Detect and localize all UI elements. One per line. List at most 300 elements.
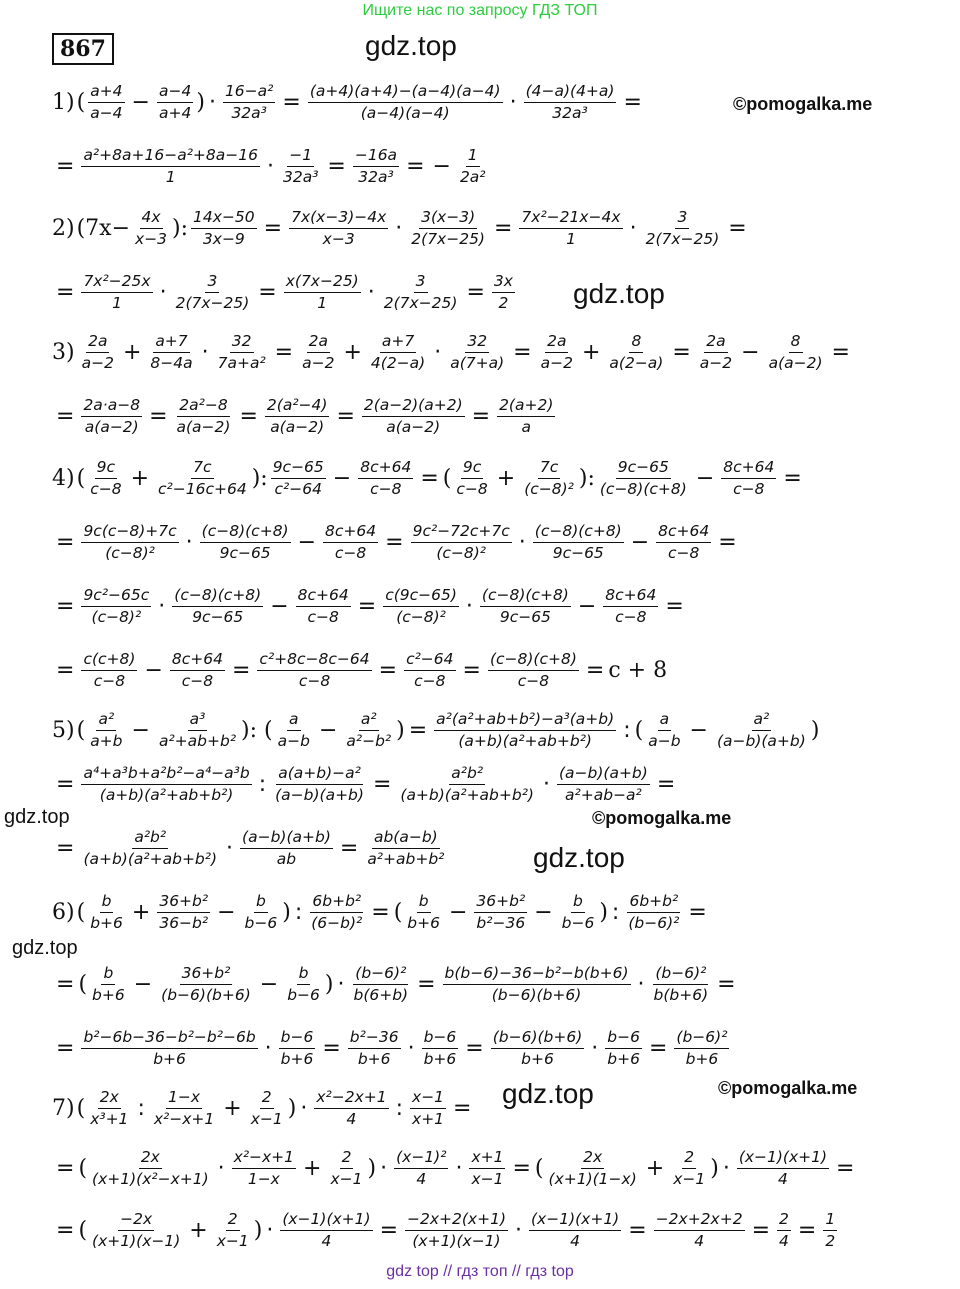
fraction-numerator: b (297, 964, 311, 985)
math-operator: · (591, 1035, 599, 1061)
math-operator: + (223, 1095, 242, 1121)
fraction-numerator: b (417, 892, 431, 913)
math-operator: : (258, 771, 267, 797)
fraction (362, 396, 465, 437)
fraction (88, 892, 125, 933)
fraction-denominator: c−8 (334, 543, 367, 562)
math-text: c + 8 (608, 657, 668, 683)
fraction (443, 964, 631, 1005)
fraction (133, 208, 169, 249)
fraction-denominator: b−6 (287, 985, 320, 1004)
math-operator: = (56, 593, 75, 619)
math-operator: = (420, 465, 439, 491)
fraction (240, 828, 333, 869)
problem-part-label: 1) (52, 89, 75, 115)
fraction-numerator: a²b² (449, 764, 485, 785)
fraction (671, 1148, 707, 1189)
math-operator: = (672, 339, 691, 365)
math-operator: · (367, 279, 375, 305)
fraction-numerator: 2 (260, 1088, 274, 1109)
fraction (715, 710, 808, 751)
fraction-denominator: c−8 (414, 671, 446, 690)
fraction-denominator: c−8 (370, 479, 402, 498)
pomogalka-credit: ©pomogalka.me (733, 94, 873, 114)
fraction-denominator: (b−6)(b+6) (161, 985, 251, 1004)
fraction-denominator: 1−x (247, 1169, 280, 1188)
gdz-watermark: gdz.top (365, 30, 457, 61)
math-operator: − (689, 717, 708, 743)
fraction-numerator: b (571, 892, 585, 913)
fraction (265, 396, 330, 437)
fraction-numerator: (x−1)(x+1) (529, 1210, 621, 1231)
fraction-denominator: 2(7x−25) (383, 293, 458, 312)
math-operator: = (56, 403, 75, 429)
fraction-numerator: a (658, 710, 672, 731)
fraction-denominator: 32a³ (358, 167, 394, 186)
fraction-numerator: 2x (98, 1088, 121, 1109)
math-text: ( (78, 971, 88, 997)
math-operator: − (630, 529, 650, 555)
math-operator: = (378, 657, 398, 683)
fraction (422, 1028, 459, 1069)
fraction-denominator: a²+ab+b² (367, 849, 445, 868)
fraction-numerator: b−6 (605, 1028, 642, 1049)
fraction-numerator: (x−1)(x+1) (280, 1210, 372, 1231)
fraction-denominator: a²−b² (346, 731, 392, 750)
math-operator: + (496, 465, 516, 491)
fraction-numerator: −2x+2(x+1) (405, 1210, 508, 1231)
fraction-denominator: 32a³ (552, 103, 588, 122)
math-operator: · (266, 1217, 274, 1243)
math-line (52, 1136, 858, 1200)
math-operator: · (380, 1155, 388, 1181)
gdz-watermark: gdz.top (4, 806, 70, 828)
math-operator: − (133, 971, 153, 997)
fraction-numerator: a⁴+a³b+a²b²−a⁴−a³b (81, 764, 251, 785)
fraction-numerator: (c−8)(c+8) (172, 586, 263, 607)
fraction-numerator: c(c+8) (81, 650, 137, 671)
math-text: ) (396, 717, 405, 743)
fraction-numerator: 2a (86, 332, 109, 353)
fraction-denominator: a(2−a) (609, 353, 664, 372)
fraction (81, 764, 251, 805)
fraction-denominator: 4 (321, 1231, 332, 1250)
math-operator: − (131, 717, 150, 743)
fraction-numerator: b−6 (279, 1028, 316, 1049)
fraction-numerator: a³ (188, 710, 208, 731)
fraction-denominator: c−8 (615, 607, 647, 626)
math-operator: = (417, 971, 436, 997)
fraction (276, 710, 312, 751)
fraction-numerator: 8c+64 (170, 650, 225, 671)
math-operator: + (645, 1155, 665, 1181)
fraction (344, 710, 393, 751)
fraction-numerator: ab(a−b) (372, 828, 440, 849)
fraction (249, 1088, 285, 1129)
fraction (353, 146, 399, 187)
fraction-denominator: x−1 (673, 1169, 706, 1188)
fraction-denominator: (x+1)(x−1) (412, 1231, 501, 1250)
fraction (644, 208, 722, 249)
pomogalka-credit: ©pomogalka.me (718, 1078, 858, 1098)
math-operator: · (542, 771, 550, 797)
math-line (52, 510, 741, 574)
fraction-denominator: b−6 (244, 913, 278, 932)
math-text: ) (287, 1095, 297, 1121)
fraction (365, 828, 446, 869)
fraction-numerator: 2x (139, 1148, 162, 1169)
math-line (52, 1016, 732, 1080)
fraction (469, 1148, 505, 1189)
math-operator: = (56, 153, 75, 179)
math-line (52, 638, 667, 702)
math-text: ( (76, 1095, 86, 1121)
fraction-numerator: 1 (823, 1210, 837, 1231)
fraction-denominator: a−2 (81, 353, 114, 372)
fraction-numerator: 7x(x−3)−4x (289, 208, 388, 229)
fraction-numerator: b (254, 892, 268, 913)
fraction-denominator: c−8 (298, 671, 331, 690)
fraction-numerator: 32 (465, 332, 489, 353)
fraction-denominator: a−2 (302, 353, 335, 372)
fraction (80, 332, 116, 373)
fraction-numerator: 14x−50 (191, 208, 257, 229)
math-operator: + (131, 899, 151, 925)
fraction (257, 650, 371, 691)
math-operator: = (453, 1095, 472, 1121)
fraction (232, 1148, 296, 1189)
fraction-denominator: a(a−2) (176, 417, 231, 436)
math-text: ): (172, 215, 189, 241)
fraction (767, 332, 825, 373)
fraction-numerator: 2 (777, 1210, 791, 1231)
math-operator: = (56, 1155, 75, 1181)
fraction-denominator: 4 (416, 1169, 427, 1188)
fraction-denominator: a²+ab+b² (158, 731, 237, 750)
math-operator: · (455, 1155, 463, 1181)
fraction-numerator: a² (96, 710, 116, 731)
fraction-numerator: c²−64 (404, 650, 455, 671)
fraction-numerator: 8c+64 (296, 586, 351, 607)
fraction (529, 1210, 621, 1251)
fraction-denominator: (x+1)(1−x) (548, 1169, 637, 1188)
math-line (52, 384, 558, 448)
fraction-denominator: 7a+a² (217, 353, 266, 372)
fraction (157, 892, 210, 933)
math-operator: − (741, 339, 760, 365)
math-line (52, 260, 518, 324)
problem-part-label: 3) (52, 339, 75, 365)
fraction-denominator: a(a−2) (386, 417, 441, 436)
fraction-numerator: c(9c−65) (383, 586, 459, 607)
math-text: ): (578, 465, 595, 491)
fraction (646, 710, 682, 751)
fraction-numerator: (c−8)(c+8) (488, 650, 579, 671)
math-operator: · (158, 593, 166, 619)
fraction (448, 332, 506, 373)
fraction (191, 208, 257, 249)
math-operator: + (343, 339, 362, 365)
math-operator: · (509, 89, 517, 115)
math-operator: − (144, 657, 163, 683)
math-operator: = (585, 657, 605, 683)
fraction (289, 208, 388, 249)
fraction-denominator: a−2 (699, 353, 733, 372)
fraction-numerator: 2 (226, 1210, 240, 1231)
fraction-numerator: b−6 (422, 1028, 459, 1049)
math-operator: · (518, 529, 526, 555)
fraction-denominator: a(a−2) (270, 417, 325, 436)
math-operator: = (339, 835, 359, 861)
math-text: ) (324, 971, 334, 997)
math-operator: : (137, 1095, 145, 1121)
gdz-watermark: gdz.top (502, 1078, 594, 1109)
fraction (411, 522, 512, 563)
fraction-denominator: 4 (694, 1231, 705, 1250)
fraction-numerator: a−4 (157, 82, 193, 103)
problem-number: 867 (52, 33, 114, 65)
math-operator: = (56, 529, 75, 555)
fraction-denominator: (c−8)² (91, 607, 142, 626)
math-operator: · (515, 1217, 522, 1243)
fraction (81, 146, 260, 187)
fraction (405, 892, 442, 933)
math-line (52, 70, 646, 134)
fraction-denominator: (a+b)(a²+ab+b²) (400, 785, 534, 804)
problem-part-label: 2) (52, 215, 75, 241)
fraction (159, 964, 253, 1005)
fraction-denominator: b−6 (561, 913, 595, 932)
fraction-denominator: a−4 (90, 103, 123, 122)
fraction-denominator: x³+1 (90, 1109, 129, 1128)
fraction (698, 332, 734, 373)
fraction (223, 82, 275, 123)
fraction (519, 208, 622, 249)
math-operator: = (371, 899, 390, 925)
fraction-denominator: b²−36 (476, 913, 526, 932)
fraction-denominator: a−b (648, 731, 681, 750)
fraction-numerator: (a−b)(a+b) (240, 828, 333, 849)
gdz-watermark: gdz.top (533, 842, 625, 873)
footer-links[interactable]: gdz top // гдз топ // гдз top (386, 1263, 574, 1280)
gdz-watermark: gdz.top (573, 278, 665, 309)
math-line (52, 816, 449, 880)
fraction-denominator: a(a−2) (768, 353, 823, 372)
math-line (52, 880, 711, 944)
fraction-numerator: (b−6)² (653, 964, 708, 985)
math-operator: · (434, 339, 442, 365)
fraction-denominator: 4 (779, 1231, 789, 1250)
fraction-denominator: a(7+a) (450, 353, 505, 372)
math-operator: · (185, 529, 193, 555)
fraction (81, 828, 219, 869)
fraction (271, 458, 326, 499)
fraction-numerator: a² (752, 710, 772, 731)
fraction (243, 892, 280, 933)
fraction (474, 892, 527, 933)
fraction-numerator: 16−a² (223, 82, 275, 103)
fraction (280, 1210, 372, 1251)
fraction (314, 1088, 388, 1129)
fraction-denominator: x²−x+1 (153, 1109, 215, 1128)
fraction (522, 458, 576, 499)
gdz-watermark: gdz.top (12, 937, 78, 959)
fraction-numerator: 2a (704, 332, 727, 353)
math-line (52, 446, 806, 510)
fraction-denominator: 32a³ (282, 167, 319, 186)
problem-part-label: 6) (52, 899, 75, 925)
fraction-numerator: x−1 (410, 1088, 446, 1109)
fraction-numerator: 3(x−3) (419, 208, 477, 229)
fraction (88, 458, 123, 499)
math-text: ) (253, 1217, 263, 1243)
fraction (405, 1210, 508, 1251)
math-operator: · (264, 1035, 272, 1061)
math-line (52, 752, 679, 816)
math-text: ) (282, 899, 291, 925)
fraction-numerator: 3 (205, 272, 219, 293)
fraction-denominator: c²−64 (274, 479, 322, 498)
math-operator: = (688, 899, 707, 925)
fraction (458, 146, 488, 187)
math-text: ( (76, 717, 86, 743)
fraction-numerator: (c−8)(c+8) (480, 586, 571, 607)
fraction-denominator: (b−6)² (628, 913, 680, 932)
math-operator: = (385, 529, 404, 555)
math-operator: = (408, 717, 428, 743)
fraction-numerator: (b−6)(b+6) (491, 1028, 585, 1049)
header-search-hint[interactable]: Ищите нас по запросу ГДЗ ТОП (362, 2, 598, 19)
fraction-numerator: 6b+b² (310, 892, 363, 913)
fraction-numerator: 7x²−21x−4x (519, 208, 622, 229)
math-operator: = (797, 1217, 817, 1243)
fraction (557, 764, 650, 805)
math-operator: · (201, 339, 209, 365)
math-operator: · (159, 279, 167, 305)
fraction-numerator: 7c (538, 458, 560, 479)
math-text: ) (810, 717, 820, 743)
fraction (90, 1210, 182, 1251)
math-line (52, 952, 740, 1016)
math-operator: = (56, 971, 75, 997)
fraction (157, 710, 238, 751)
fraction-numerator: b(b−6)−36−b²−b(b+6) (443, 964, 631, 985)
fraction-denominator: 9c−65 (219, 543, 271, 562)
fraction-denominator: x−1 (471, 1169, 504, 1188)
math-operator: − (217, 899, 236, 925)
fraction (497, 396, 555, 437)
fraction-denominator: (a+b)(a²+ab+b²) (83, 849, 218, 868)
fraction-denominator: c−8 (668, 543, 700, 562)
fraction-denominator: (x+1)(x−1) (92, 1231, 181, 1250)
fraction-denominator: b+6 (357, 1049, 391, 1068)
fraction (81, 586, 151, 627)
fraction (156, 458, 249, 499)
fraction-denominator: (b−6)(b+6) (491, 985, 582, 1004)
math-text: ( (78, 1217, 88, 1243)
fraction-denominator: 2 (498, 293, 509, 312)
fraction-denominator: c−8 (517, 671, 550, 690)
fraction-numerator: 8c+64 (603, 586, 658, 607)
fraction (216, 332, 268, 373)
fraction (547, 1148, 639, 1189)
math-line (52, 1198, 840, 1262)
math-text: ): ( (241, 717, 273, 743)
fraction-numerator: 36+b² (180, 964, 233, 985)
fraction-numerator: 9c²−65c (81, 586, 151, 607)
fraction-denominator: c−8 (307, 607, 339, 626)
fraction (383, 586, 459, 627)
fraction-denominator: b(b+6) (653, 985, 709, 1004)
fraction-denominator: 8−4a (150, 353, 193, 372)
fraction-numerator: 8 (629, 332, 643, 353)
fraction-denominator: (a−4)(a−4) (360, 103, 450, 122)
fraction-denominator: 4 (777, 1169, 788, 1188)
fraction-denominator: c²−16c+64 (158, 479, 247, 498)
fraction (721, 458, 776, 499)
math-operator: · (266, 153, 274, 179)
fraction-numerator: 8c+64 (323, 522, 378, 543)
math-operator: − (695, 465, 715, 491)
fraction-numerator: 2a²−8 (177, 396, 229, 417)
fraction-denominator: (c−8)² (396, 607, 446, 626)
fraction (172, 586, 263, 627)
math-operator: = (357, 593, 377, 619)
fraction-denominator: 3x−9 (202, 229, 245, 248)
fraction (81, 650, 137, 691)
math-text: ): (251, 465, 268, 491)
fraction (148, 332, 194, 373)
fraction (296, 586, 351, 627)
fraction (652, 964, 711, 1005)
math-operator: + (303, 1155, 322, 1181)
fraction-numerator: (a−b)(a+b) (557, 764, 650, 785)
math-operator: : (395, 1095, 404, 1121)
math-operator: · (300, 1095, 308, 1121)
fraction (603, 586, 658, 627)
fraction-denominator: 9c−65 (499, 607, 551, 626)
fraction-denominator: b+6 (607, 1049, 640, 1068)
fraction (200, 522, 291, 563)
problem-part-label: 5) (52, 717, 75, 743)
problem-part-label: 7) (52, 1095, 75, 1121)
math-operator: − (332, 465, 352, 491)
fraction (404, 650, 455, 691)
fraction (175, 396, 233, 437)
fraction-numerator: (a+4)(a+4)−(a−4)(a−4) (308, 82, 503, 103)
fraction-numerator: a²+8a+16−a²+8a−16 (81, 146, 260, 167)
fraction-numerator: −16a (353, 146, 399, 167)
fraction-denominator: b(6+b) (353, 985, 409, 1004)
fraction-denominator: 9c−65 (552, 543, 604, 562)
fraction-denominator: 2(7x−25) (175, 293, 250, 312)
fraction-denominator: a²+ab−a² (565, 785, 642, 804)
fraction-denominator: b+6 (407, 913, 440, 932)
fraction-numerator: 3x (492, 272, 515, 293)
fraction-denominator: x−1 (330, 1169, 363, 1188)
math-text: ( (76, 89, 86, 115)
math-operator: · (208, 89, 216, 115)
math-operator: = (263, 215, 283, 241)
math-text: ( (534, 1155, 544, 1181)
fraction-numerator: 32 (230, 332, 254, 353)
fraction-numerator: (x−1)(x+1) (737, 1148, 829, 1169)
fraction-numerator: a+7 (380, 332, 416, 353)
fraction-numerator: c²+8c−8c−64 (257, 650, 371, 671)
math-operator: = (493, 215, 513, 241)
fraction-numerator: (x−1)² (394, 1148, 448, 1169)
math-operator: − (297, 529, 317, 555)
